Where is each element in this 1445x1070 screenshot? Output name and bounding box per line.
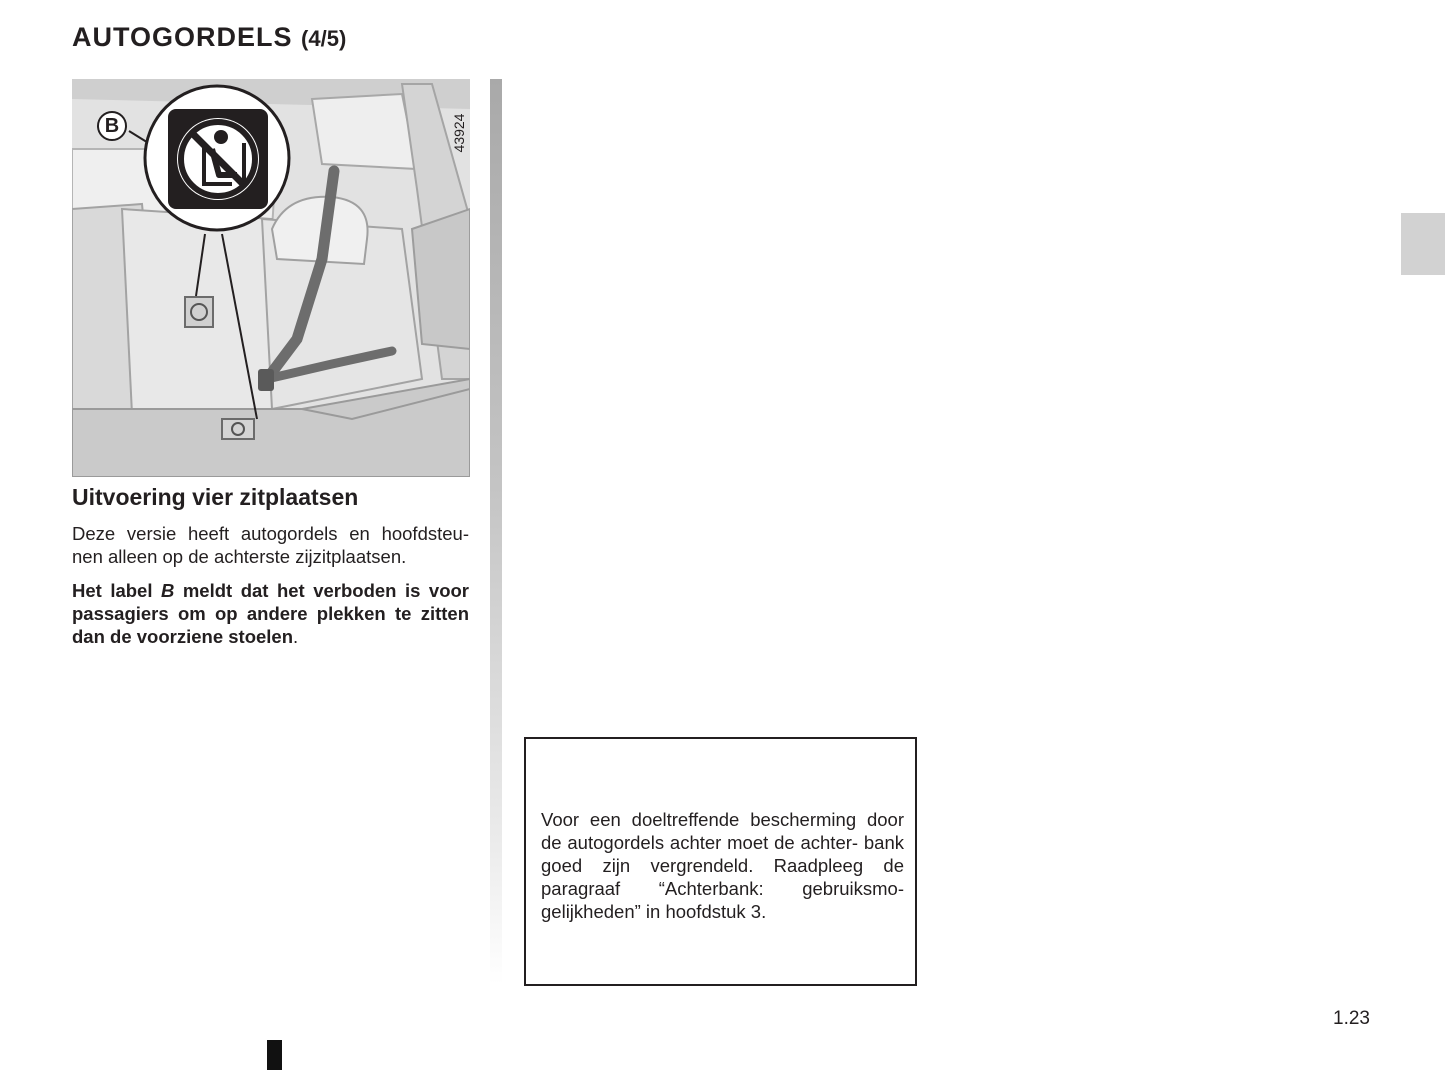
note-box xyxy=(524,737,917,986)
label-warning-text-post: meldt dat het verboden is voor passagiers om op andere plekken te zitten dan de voorziene stoelen xyxy=(72,580,470,647)
page-title xyxy=(72,22,346,53)
title-part: (4/5) xyxy=(301,26,347,51)
column-divider xyxy=(490,79,502,984)
note-text: Voor een doeltreffende bescherming door de autogordels achter moet de achter- bank goed zijn vergrendeld. Raadpleeg de paragraaf “Achterbank: gebruiksmo- gelijkheden” in hoofdstuk 3. xyxy=(541,809,904,922)
paragraph-seat-version: Deze versie heeft autogordels en hoofdsteu- nen alleen op de achterste zijzitplaatsen. xyxy=(72,523,469,567)
label-b-reference: B xyxy=(160,580,175,601)
callout-letter: B xyxy=(104,115,120,137)
crop-mark xyxy=(267,1040,282,1070)
rear-seat-illustration xyxy=(72,79,470,477)
chapter-side-tab xyxy=(1401,213,1445,275)
paragraph-label-warning xyxy=(72,579,469,648)
callout-label-b xyxy=(97,111,127,141)
label-warning-period: . xyxy=(293,626,299,647)
section-heading: Uitvoering vier zitplaatsen xyxy=(72,484,359,510)
title-text: AUTOGORDELS xyxy=(72,22,293,52)
label-warning-text-pre: Het label xyxy=(72,580,161,601)
reference-number: 43924 xyxy=(451,113,467,153)
page-number: 1.23 xyxy=(1333,1008,1370,1029)
